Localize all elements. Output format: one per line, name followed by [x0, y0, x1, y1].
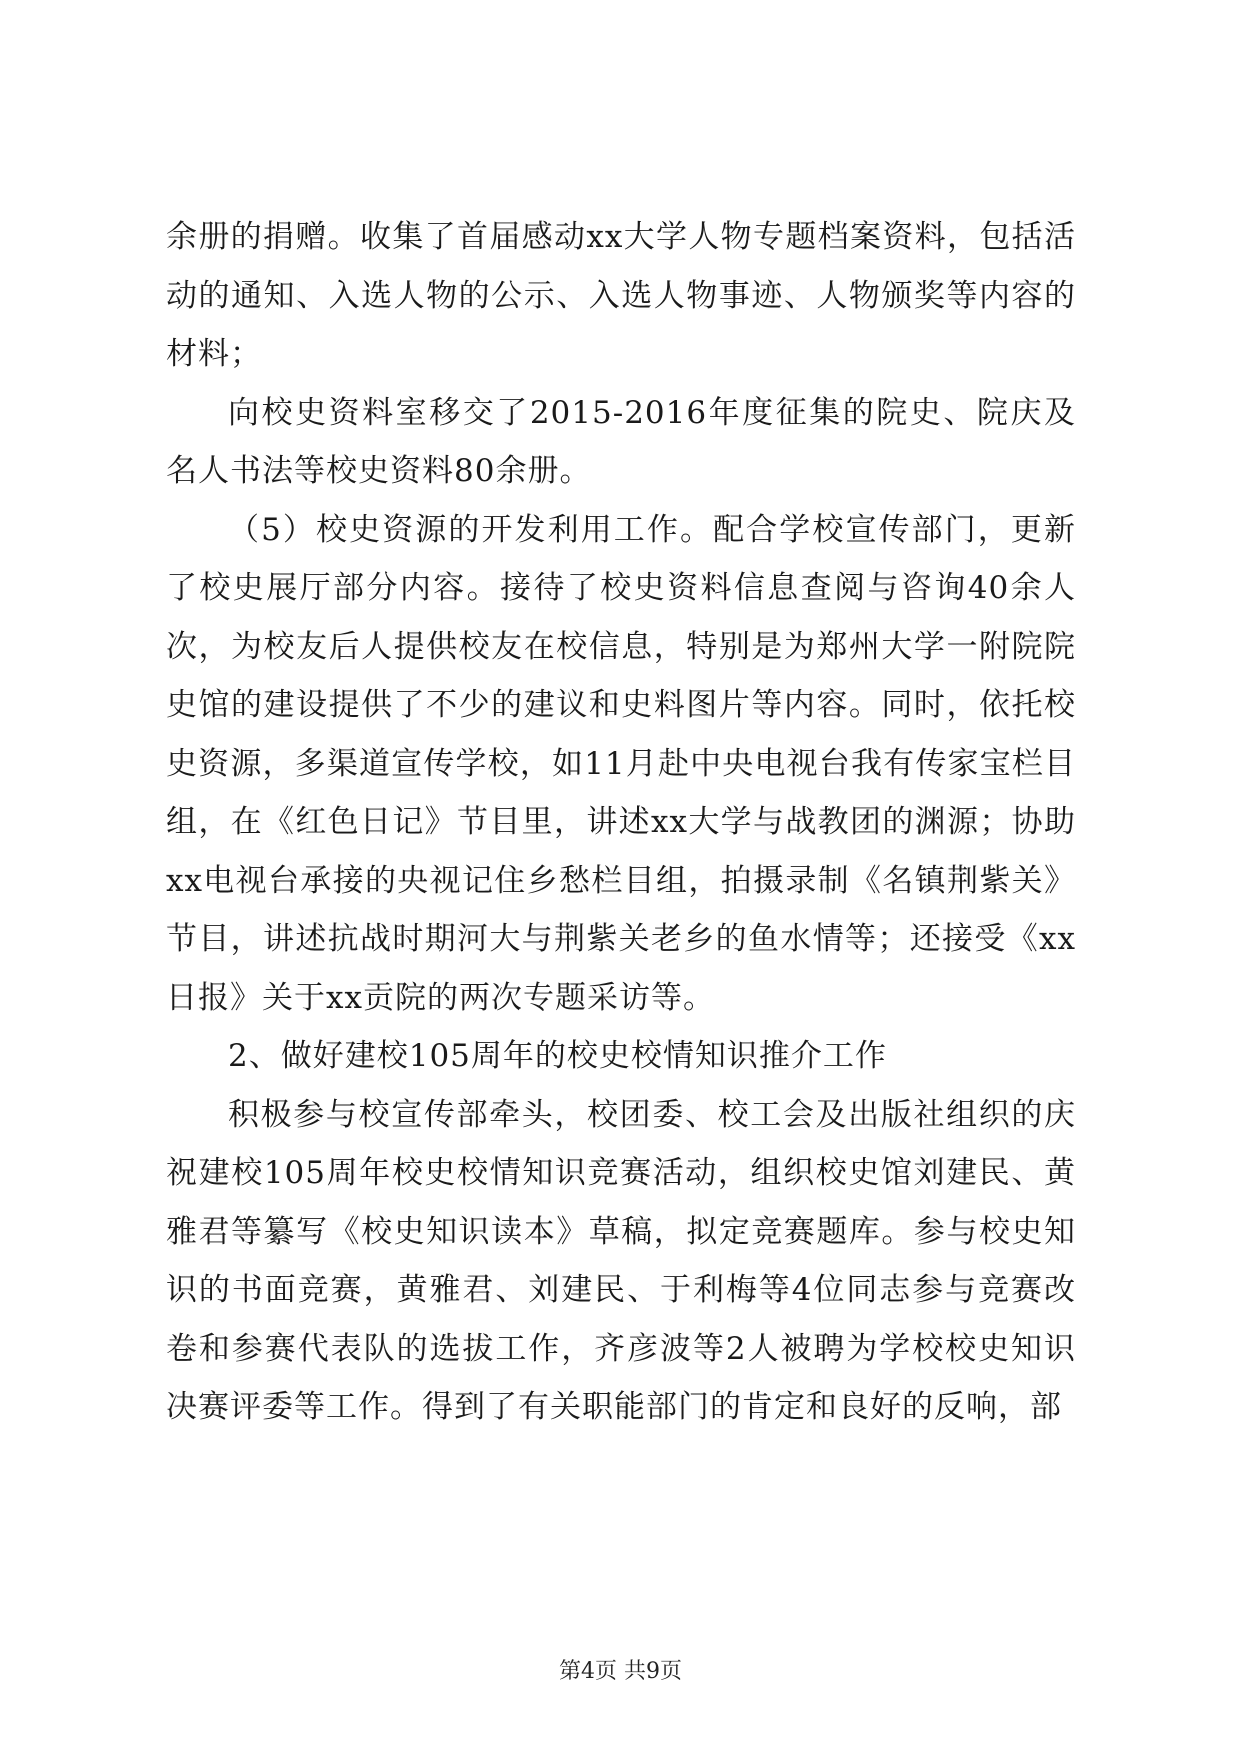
paragraph-2: 向校史资料室移交了2015-2016年度征集的院史、院庆及名人书法等校史资料80余册。	[166, 394, 1076, 489]
page-number-footer: 第4页 共9页	[559, 1659, 682, 1684]
section-heading: 2、做好建校105周年的校史校情知识推介工作	[228, 1038, 887, 1074]
paragraph-3: （5）校史资源的开发利用工作。配合学校宣传部门，更新了校史展厅部分内容。接待了校史资料信息查阅与咨询40余人次，为校友后人提供校友在校信息，特别是为郑州大学一附院院史馆的建设提供了不少的建议和史料图片等内容。同时，依托校史资源，多渠道宣传学校，如11月赴中央电视台我有传家宝栏目组，在《红色日记》节目里，讲述xx大学与战教团的渊源；协助xx电视台承接的央视记住乡愁栏目组，拍摄录制《名镇荆紫关》节目，讲述抗战时期河大与荆紫关老乡的鱼水情等；还接受《xx日报》关于xx贡院的两次专题采访等。	[166, 511, 1076, 1016]
paragraph-5: 积极参与校宣传部牵头，校团委、校工会及出版社组织的庆祝建校105周年校史校情知识竞赛活动，组织校史馆刘建民、黄雅君等纂写《校史知识读本》草稿，拟定竞赛题库。参与校史知识的书面竞赛，黄雅君、刘建民、于利梅等4位同志参与竞赛改卷和参赛代表队的选拔工作，齐彦波等2人被聘为学校校史知识决赛评委等工作。得到了有关职能部门的肯定和良好的反响，部	[166, 1096, 1076, 1425]
document-body	[166, 208, 1076, 1437]
paragraph-1: 余册的捐赠。收集了首届感动xx大学人物专题档案资料，包括活动的通知、入选人物的公示、入选人物事迹、人物颁奖等内容的材料；	[166, 219, 1076, 372]
